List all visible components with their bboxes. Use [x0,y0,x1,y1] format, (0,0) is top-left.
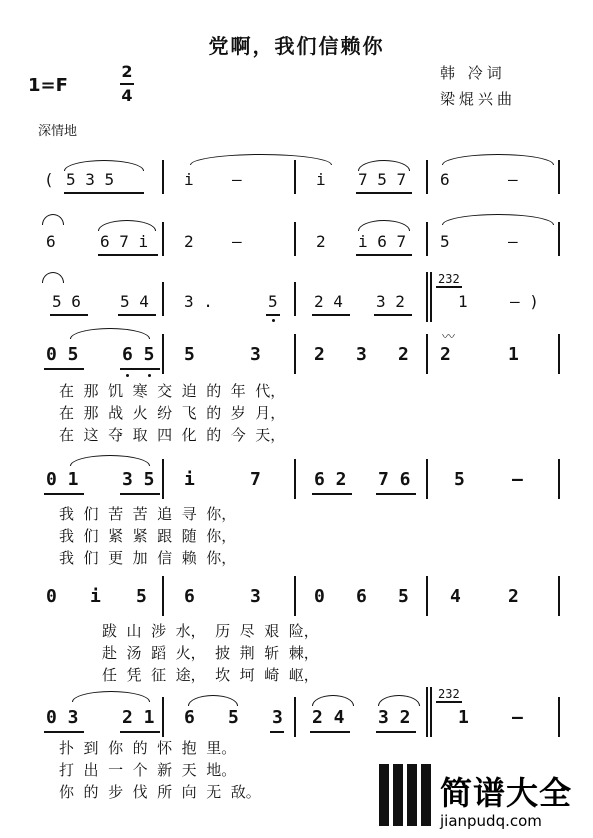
barline [426,576,428,616]
note-group: 2 4 [314,292,343,311]
melody-line-2 [22,447,562,567]
barline [162,222,164,256]
slur [98,220,156,231]
barline [162,282,164,316]
watermark-url: jianpudq.com [440,812,542,830]
slur [70,328,150,339]
barline [558,459,560,499]
barline [294,576,296,616]
note: 0 [46,586,57,607]
note: 3 [356,344,367,365]
beam [356,192,412,194]
beam [266,314,280,316]
note: 5 [440,232,450,251]
beam [270,731,284,733]
slur [70,455,150,466]
barline [162,576,164,616]
note: 3 . [184,292,213,311]
grace-notes: 232 [438,272,460,286]
intro-line-1 [22,160,562,200]
tie [42,272,64,283]
time-numerator: 2 [121,62,133,81]
dot [148,374,151,377]
note: 0 [314,586,325,607]
lyric-verse-1: 我 们 苦 苦 追 寻 你， [59,505,237,523]
barline [558,697,560,737]
slur [378,695,420,706]
watermark-logo-text: 简谱大全 [440,774,573,812]
note-group: 6 5 [122,344,155,365]
beam [120,368,160,370]
intro-line-3 [22,272,562,317]
tie [42,214,64,225]
beam [44,493,84,495]
grace-notes: 232 [438,687,460,701]
tie [442,214,554,225]
song-title: 党啊，我们信赖你 [208,34,385,58]
barline [426,222,428,256]
beam [312,314,350,316]
note-dash: — [232,232,242,251]
note: 2 [398,344,409,365]
barline [558,222,560,256]
note: i [184,170,194,189]
melody-line-1 [22,322,562,444]
slur [312,695,354,706]
note-paren: ( [44,170,54,189]
note: 2 [316,232,326,251]
barline [426,334,428,374]
note: 1 [458,292,468,311]
note-group: 0 1 [46,469,79,490]
note: 6 [356,586,367,607]
slur [188,695,238,706]
note-group: 3 2 [378,707,411,728]
beam [436,286,462,288]
beam [64,192,144,194]
beam [118,314,156,316]
beam [44,731,84,733]
note: 1 [508,344,519,365]
time-denominator: 4 [121,86,133,105]
note-group: 2 4 [312,707,345,728]
barline [294,459,296,499]
note-group: 6 7 i [100,232,149,251]
note-group: 2 1 [122,707,155,728]
barline [162,160,164,194]
lyric-verse-3: 在 这 夺 取 四 化 的 今 天， [59,426,286,444]
lyric-verse-1: 扑 到 你 的 怀 抱 里。 [59,739,237,757]
barline [294,222,296,256]
barline [558,160,560,194]
note: 2 [314,344,325,365]
note-group: 7 5 7 [358,170,407,189]
lyric-verse-1: 跋 山 涉 水， 历 尽 艰 险， [102,622,319,640]
slur [358,220,410,231]
melody-line-3 [22,572,562,687]
beam [436,701,462,703]
piano-keys-icon [375,760,435,830]
note: 3 [250,586,261,607]
note-dash: — [508,232,518,251]
beam [356,254,412,256]
note-group: 5 6 [52,292,81,311]
note: 5 [184,344,195,365]
note: 1 [458,707,469,728]
note: 2 [184,232,194,251]
barline [426,459,428,499]
barline [162,697,164,737]
lyric-verse-1: 在 那 饥 寒 交 迫 的 年 代， [59,382,286,400]
note-dash-close: — ) [510,292,539,311]
note: 5 [268,292,278,311]
barline [162,334,164,374]
note-group: 3 5 [122,469,155,490]
beam [312,493,352,495]
note: 6 [46,232,56,251]
note: 5 [398,586,409,607]
lyric-verse-2: 在 那 战 火 纷 飞 的 岁 月， [59,404,286,422]
time-signature [117,62,137,106]
note: 3 [272,707,283,728]
lyric-verse-2: 我 们 紧 紧 跟 随 你， [59,527,237,545]
note-group: 5 3 5 [66,170,115,189]
barline [426,160,428,194]
beam [310,731,350,733]
lyric-verse-2: 打 出 一 个 新 天 地。 [59,761,237,779]
note: 6 [440,170,450,189]
note: 5 [136,586,147,607]
note: 6 [184,586,195,607]
tie [442,154,554,165]
barline [162,459,164,499]
note-dash: — [512,469,523,490]
barline [558,334,560,374]
dot [126,374,129,377]
note-group: 6 2 [314,469,347,490]
lyric-verse-3: 我 们 更 加 信 赖 你， [59,549,237,567]
lyricist-credit: 韩 冷词 [440,64,506,82]
barline [294,334,296,374]
tempo-marking: 深情地 [38,124,78,139]
beam [44,368,84,370]
lyric-verse-3: 任 凭 征 途， 坎 坷 崎 岖， [102,666,319,684]
barline [558,576,560,616]
composer-credit: 梁焜兴曲 [440,90,517,108]
double-barline [430,272,432,322]
note: 4 [450,586,461,607]
note-dash: — [512,707,523,728]
note-group: 0 5 [46,344,79,365]
note: i [316,170,326,189]
double-barline [426,272,428,322]
note-dash: — [508,170,518,189]
note: 2 [508,586,519,607]
note-group: 7 6 [378,469,411,490]
note-group: 0 3 [46,707,79,728]
double-barline [426,687,428,737]
note-group: 3 2 [376,292,405,311]
note: 5 [454,469,465,490]
note: 7 [250,469,261,490]
beam [374,314,412,316]
slur [72,691,150,702]
intro-line-2 [22,218,562,258]
beam [120,493,160,495]
double-barline [430,687,432,737]
mordent-icon: 〰 [442,330,456,345]
key-signature: 1=F [28,75,68,96]
note-group: 5 4 [120,292,149,311]
note-group: i 6 7 [358,232,407,251]
note: 3 [250,344,261,365]
beam [376,731,416,733]
barline [294,160,296,194]
note: 2 [440,344,451,365]
note: 6 [184,707,195,728]
beam [376,493,416,495]
note: 5 [228,707,239,728]
note: i [184,469,195,490]
beam [50,314,88,316]
note-dash: — [232,170,242,189]
lyric-verse-3: 你 的 步 伐 所 向 无 敌。 [59,783,261,801]
lyric-verse-2: 赴 汤 蹈 火， 披 荆 斩 棘， [102,644,319,662]
note: i [90,586,101,607]
barline [294,282,296,316]
tie [190,154,332,165]
beam [120,731,160,733]
barline [294,697,296,737]
beam [98,254,158,256]
